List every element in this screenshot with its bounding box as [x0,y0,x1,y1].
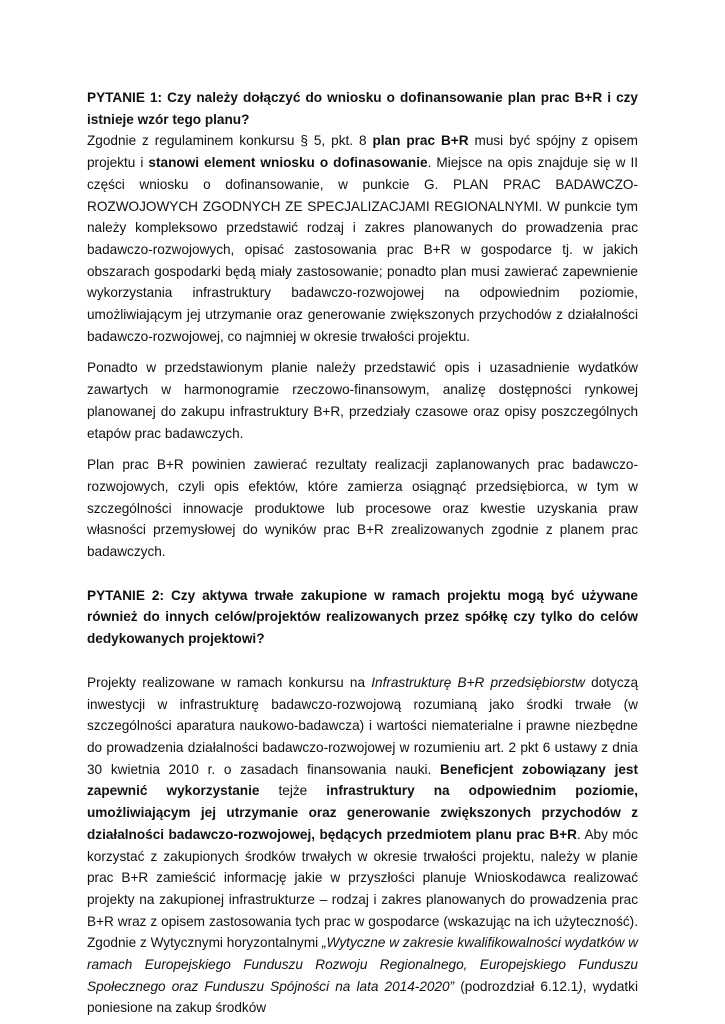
bold-span: stanowi element wniosku o dofinasowanie [148,155,428,171]
text-span: dotyczą inwestycji w infrastrukturę badawczo-rozwojową rozumianą jako środki trwałe (w szczególności aparatura naukowo-badawcza) i wartości niematerialne i prawne niezbędne do prowadzenia działalności badawczo-rozwojowej w rozumieniu art. 2 pkt 6 ustawy z dnia 30 kwietnia 2010 r. o zasadach finansowania nauki. [87,674,639,777]
text-span: , wydatki poniesione na zakup środków [87,978,638,1016]
question-1-title: PYTANIE 1: Czy należy dołączyć do wniosku o dofinansowanie plan prac B+R i czy istnieje wzór tego planu? [87,90,638,127]
text-span: . Miejsce na opis znajduje się w II części wniosku o dofinansowanie, w punkcie G. PLAN PRAC BADAWCZO-ROZWOJOWYCH ZGODNYCH ZE SPECJALIZACJAMI REGIONALNYMI. W punkcie tym należy kompleksowo przedstawić rodzaj i zakres planowanych do prowadzenia prac badawczo-rozwojowych, opisać zastosowania prac B+R w gospodarce tj. w jakich obszarach gospodarki będą miały zastosowanie; ponadto plan musi zawierać zapewnienie wykorzystania infrastruktury badawczo-rozwojowej na odpowiednim poziomie, umożliwiającym jej utrzymanie oraz generowanie zwiększonych przychodów z działalności badawczo-rozwojowej, co najmniej w okresie trwałości projektu. [87,155,638,344]
question-2-title: PYTANIE 2: Czy aktywa trwałe zakupione w ramach projektu mogą być używane również do innych celów/projektów realizowanych przez spółkę czy tylko do celów dedykowanych projektowi? [87,587,638,647]
bold-span: infrastruktury na odpowiednim poziomie, umożliwiającym jej utrzymanie oraz generowanie zwiększonych przychodów z działalności badawczo-rozwojowej, będących przedmiotem planu prac B+R [87,783,638,842]
question-1-answer-paragraph-1 [87,130,638,347]
question-2-answer-paragraph-1 [87,672,638,1019]
italic-span: „Wytyczne w zakresie kwalifikowalności wydatków w ramach Europejskiego Funduszu Rozwoju Regionalnego, Europejskiego Funduszu Społecznego oraz Funduszu Spójności na lata 2014-2020” [87,935,639,994]
bold-span: plan prac B+R [372,133,469,149]
text-span: (podrozdział 6.12.1 [454,978,579,994]
italic-span: Infrastrukturę B+R przedsiębiorstw [371,674,585,690]
question-1-answer-paragraph-3: Plan prac B+R powinien zawierać rezultaty realizacji zaplanowanych prac badawczo-rozwojowych, czyli opis efektów, które zamierza osiągnąć przedsiębiorca, w tym w szczególności innowacje produktowe lub procesowe oraz kwestie uzyskania praw własności przemysłowej do wyników prac B+R zrealizowanych zgodnie z planem prac badawczych. [87,457,638,560]
text-span: Projekty realizowane w ramach konkursu na [87,674,372,690]
italic-span: ) [578,978,583,994]
text-span: tejże [259,783,327,799]
text-span: Zgodnie z regulaminem konkursu § 5, pkt. 8 [87,133,373,149]
text-span: musi być spójny z opisem projektu i [87,133,638,171]
text-span: . Aby móc korzystać z zakupionych środków trwałych w okresie trwałości projektu, należy w planie prac B+R zamieścić informację jakie w przyszłości planuje Wnioskodawca realizować projekty na zakupionej infrastrukturze – rodzaj i zakres planowanych do prowadzenia prac B+R wraz z opisem zastosowania tych prac w gospodarce (wskazując na ich użyteczność). Zgodnie z Wytycznymi horyzontalnymi [87,826,638,951]
question-1-answer-paragraph-2: Ponadto w przedstawionym planie należy przedstawić opis i uzasadnienie wydatków zawartych w harmonogramie rzeczowo-finansowym, analizę dostępności rynkowej planowanej do zakupu infrastruktury B+R, przedziały czasowe oraz opisy poszczególnych etapów prac badawczych. [87,360,638,441]
document-page [87,87,638,1019]
bold-span: Beneficjent zobowiązany jest zapewnić wykorzystanie [87,761,638,799]
